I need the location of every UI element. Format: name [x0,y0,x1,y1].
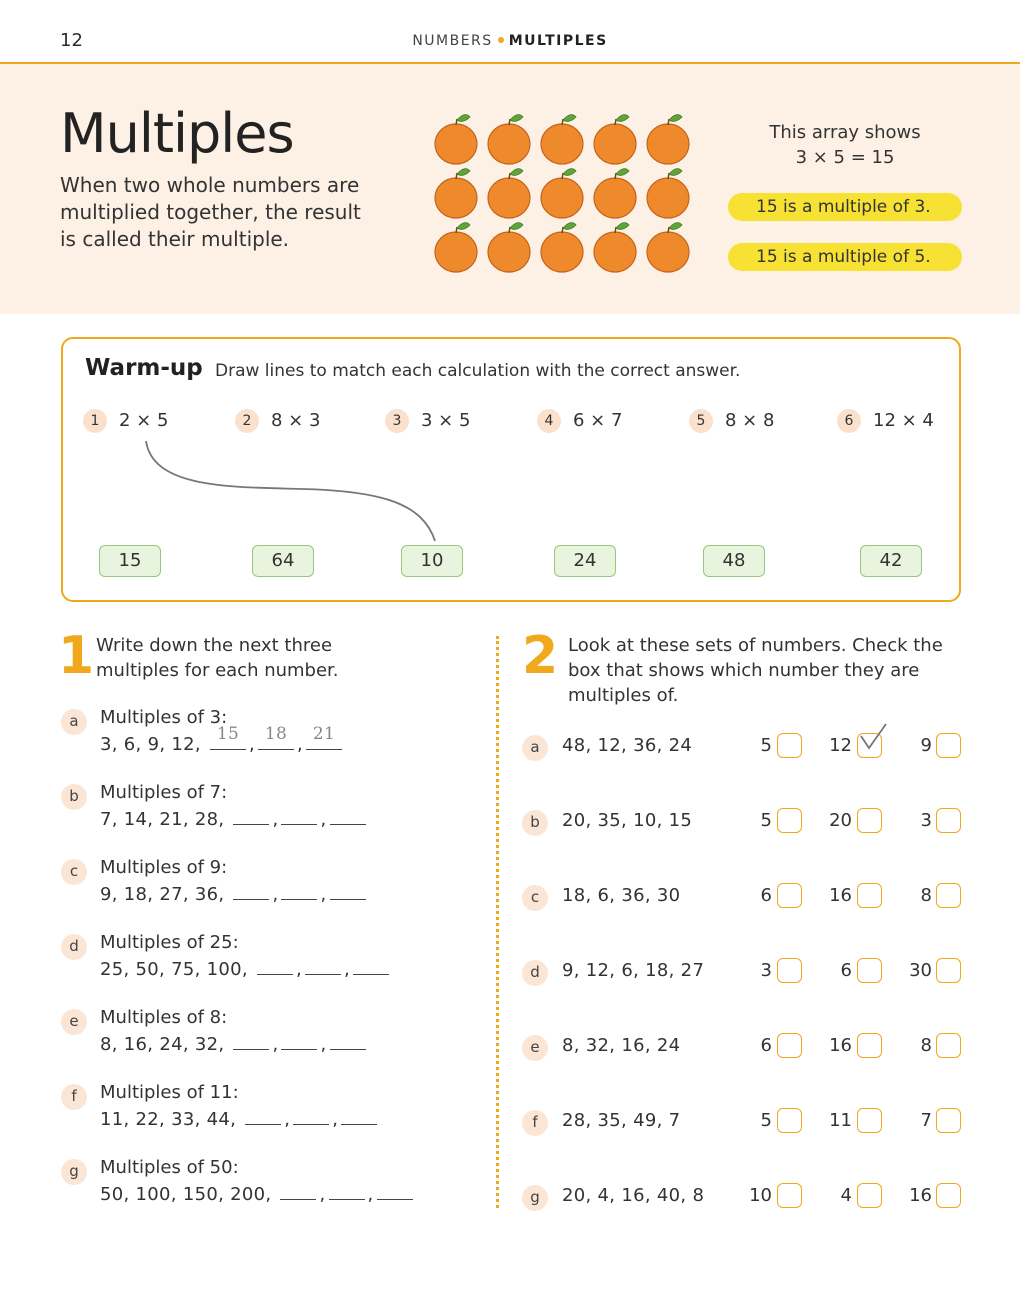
option-label: 3 [760,960,772,981]
page-number: 12 [60,30,83,51]
column-divider [496,636,499,1208]
answer-box-2[interactable]: 64 [252,545,314,577]
item-sequence: 28, 35, 49, 7 [562,1110,681,1131]
item-label: Multiples of 7: [100,782,228,803]
checkbox-option-2[interactable] [857,808,882,833]
checkbox-option-3[interactable] [936,808,961,833]
question-1-instruction-line2: multiples for each number. [96,660,339,681]
orange-icon [541,169,583,218]
calculation-expression: 8 × 3 [271,410,321,431]
answer-blank[interactable] [281,882,317,900]
warmup-panel [61,337,961,602]
warmup-instruction: Draw lines to match each calculation with the correct answer. [215,361,741,381]
option-label: 12 [829,735,852,756]
answer-blank[interactable] [258,724,294,750]
orange-icon [647,115,689,164]
item-letter: b [61,784,87,810]
fact-pill-1: 15 is a multiple of 3. [728,193,962,221]
orange-icon [541,223,583,272]
option-label: 16 [909,1185,932,1206]
item-letter: e [522,1035,548,1061]
item-label: Multiples of 3: [100,707,228,728]
question-2-item-c [522,883,962,913]
item-sequence: 25, 50, 75, 100, , , [100,957,392,980]
checkbox-option-3[interactable] [936,1183,961,1208]
option-label: 16 [829,1035,852,1056]
orange-icon [488,169,530,218]
answer-box-6[interactable]: 42 [860,545,922,577]
fact-pill-2: 15 is a multiple of 5. [728,243,962,271]
answer-box-4[interactable]: 24 [554,545,616,577]
running-head [0,33,1020,49]
question-1-item-b [61,784,481,844]
question-2-number: 2 [522,626,559,686]
question-2-instruction-line2: box that shows which number they are [568,660,920,681]
intro-panel [0,64,1020,314]
option-label: 3 [920,810,932,831]
calculation-4[interactable] [537,409,622,433]
checkbox-option-3[interactable] [936,733,961,758]
array-caption [730,120,960,170]
answer-blank[interactable] [257,957,293,975]
question-2-instruction [568,633,943,708]
answer-blank[interactable] [305,957,341,975]
drawn-match-line [63,339,963,604]
item-letter: g [522,1185,548,1211]
sequence-numbers: 9, 18, 27, 36, [100,884,225,905]
calculation-expression: 3 × 5 [421,410,471,431]
answer-blank[interactable] [233,882,269,900]
sequence-numbers: 7, 14, 21, 28, [100,809,225,830]
running-head-section: NUMBERS [412,33,493,49]
option-label: 9 [920,735,932,756]
checkbox-option-2[interactable] [857,1108,882,1133]
option-label: 16 [829,885,852,906]
checkbox-option-1[interactable] [777,808,802,833]
calculation-expression: 12 × 4 [873,410,934,431]
item-label: Multiples of 11: [100,1082,239,1103]
answer-blank[interactable] [329,1182,365,1200]
question-2-instruction-line3: multiples of. [568,685,679,706]
answer-box-5[interactable]: 48 [703,545,765,577]
calculation-number: 5 [689,409,713,433]
item-letter: c [522,885,548,911]
checkbox-option-2[interactable] [857,733,882,758]
question-2-item-b [522,808,962,838]
orange-icon [435,223,477,272]
answer-blank[interactable] [330,807,366,825]
handwritten-answer: 15 [216,724,240,744]
checkbox-option-2[interactable] [857,883,882,908]
checkmark-icon [856,722,890,756]
option-label: 6 [840,960,852,981]
checkbox-option-2[interactable] [857,958,882,983]
answer-blank[interactable] [341,1107,377,1125]
question-1-item-d [61,934,481,994]
item-sequence: 20, 35, 10, 15 [562,810,693,831]
answer-blank[interactable] [353,957,389,975]
calculation-number: 3 [385,409,409,433]
question-2-item-f [522,1108,962,1138]
page-title: Multiples [60,102,294,165]
orange-icon [541,115,583,164]
checkbox-option-3[interactable] [936,883,961,908]
handwritten-answer: 21 [312,724,336,744]
orange-icon [647,223,689,272]
answer-blank[interactable] [245,1107,281,1125]
answer-blank[interactable] [280,1182,316,1200]
option-label: 5 [760,735,772,756]
answer-blank[interactable] [293,1107,329,1125]
calculation-3[interactable] [385,409,470,433]
option-label: 5 [760,810,772,831]
answer-blank[interactable] [281,1032,317,1050]
option-label: 6 [760,1035,772,1056]
question-1-instruction-line1: Write down the next three [96,635,333,656]
item-label: Multiples of 8: [100,1007,228,1028]
bullet-icon [498,37,504,43]
checkbox-option-1[interactable] [777,733,802,758]
question-2-item-d [522,958,962,988]
calculation-expression: 8 × 8 [725,410,775,431]
checkbox-option-3[interactable] [936,1033,961,1058]
option-label: 11 [829,1110,852,1131]
answer-box-3[interactable]: 10 [401,545,463,577]
sequence-numbers: 3, 6, 9, 12, [100,734,201,755]
sequence-numbers: 50, 100, 150, 200, [100,1184,272,1205]
calculation-number: 1 [83,409,107,433]
item-label: Multiples of 25: [100,932,239,953]
option-label: 7 [920,1110,932,1131]
checkbox-option-2[interactable] [857,1183,882,1208]
checkbox-option-2[interactable] [857,1033,882,1058]
answer-blank[interactable] [377,1182,413,1200]
item-sequence: 8, 32, 16, 24 [562,1035,681,1056]
item-letter: f [522,1110,548,1136]
running-head-topic: MULTIPLES [508,33,608,49]
item-letter: a [61,709,87,735]
answer-blank[interactable] [210,724,246,750]
sequence-numbers: 11, 22, 33, 44, [100,1109,237,1130]
sequence-numbers: 8, 16, 24, 32, [100,1034,225,1055]
checkbox-option-3[interactable] [936,1108,961,1133]
option-label: 8 [920,885,932,906]
checkbox-option-1[interactable] [777,958,802,983]
question-2-item-g [522,1183,962,1213]
orange-icon [435,115,477,164]
option-label: 6 [760,885,772,906]
item-sequence: 18, 6, 36, 30 [562,885,681,906]
item-sequence: 3, 6, 9, 12, 15 , 18 , 21 [100,732,345,755]
orange-icon [594,223,636,272]
item-sequence: 48, 12, 36, 24 [562,735,693,756]
orange-icon [488,223,530,272]
item-sequence: 50, 100, 150, 200, , , [100,1182,416,1205]
handwritten-answer: 18 [264,724,288,744]
orange-icon [594,115,636,164]
question-1-number: 1 [58,626,95,686]
warmup-title: Warm-up [85,355,203,381]
checkbox-option-3[interactable] [936,958,961,983]
question-2-instruction-line1: Look at these sets of numbers. Check the [568,635,943,656]
answer-blank[interactable] [233,1032,269,1050]
answer-blank[interactable] [306,724,342,750]
item-letter: g [61,1159,87,1185]
question-1-item-a [61,709,481,769]
item-letter: e [61,1009,87,1035]
question-1-instruction [96,633,339,683]
answer-box-1[interactable]: 15 [99,545,161,577]
question-1-item-c [61,859,481,919]
checkbox-option-1[interactable] [777,1033,802,1058]
item-letter: d [522,960,548,986]
option-label: 4 [840,1185,852,1206]
array-caption-line2: 3 × 5 = 15 [795,147,895,168]
option-label: 30 [909,960,932,981]
calculation-number: 4 [537,409,561,433]
calculation-number: 2 [235,409,259,433]
question-1-item-e [61,1009,481,1069]
option-label: 8 [920,1035,932,1056]
option-label: 10 [749,1185,772,1206]
orange-array-illustration [428,108,708,278]
item-letter: f [61,1084,87,1110]
checkbox-option-1[interactable] [777,883,802,908]
item-letter: a [522,735,548,761]
calculation-6[interactable] [837,409,934,433]
calculation-expression: 6 × 7 [573,410,623,431]
item-sequence: 11, 22, 33, 44, , , [100,1107,380,1130]
option-label: 5 [760,1110,772,1131]
checkbox-option-1[interactable] [777,1108,802,1133]
item-sequence: 9, 18, 27, 36, , , [100,882,369,905]
array-caption-line1: This array shows [769,122,921,143]
orange-icon [488,115,530,164]
definition-text: When two whole numbers are multiplied together, the result is called their multiple. [60,173,361,251]
item-label: Multiples of 50: [100,1157,239,1178]
question-2-item-e [522,1033,962,1063]
answer-blank[interactable] [233,807,269,825]
question-1-item-f [61,1084,481,1144]
orange-icon [647,169,689,218]
question-1-item-g [61,1159,481,1219]
calculation-number: 6 [837,409,861,433]
answer-blank[interactable] [281,807,317,825]
question-2-item-a [522,733,962,763]
sequence-numbers: 25, 50, 75, 100, [100,959,248,980]
item-label: Multiples of 9: [100,857,228,878]
checkbox-option-1[interactable] [777,1183,802,1208]
item-sequence: 8, 16, 24, 32, , , [100,1032,369,1055]
orange-icon [435,169,477,218]
calculation-5[interactable] [689,409,774,433]
calculation-1[interactable] [83,409,168,433]
option-label: 20 [829,810,852,831]
item-sequence: 20, 4, 16, 40, 8 [562,1185,705,1206]
item-sequence: 9, 12, 6, 18, 27 [562,960,705,981]
answer-blank[interactable] [330,1032,366,1050]
calculation-2[interactable] [235,409,320,433]
item-letter: b [522,810,548,836]
calculation-expression: 2 × 5 [119,410,169,431]
answer-blank[interactable] [330,882,366,900]
item-letter: d [61,934,87,960]
item-sequence: 7, 14, 21, 28, , , [100,807,369,830]
orange-icon [594,169,636,218]
item-letter: c [61,859,87,885]
